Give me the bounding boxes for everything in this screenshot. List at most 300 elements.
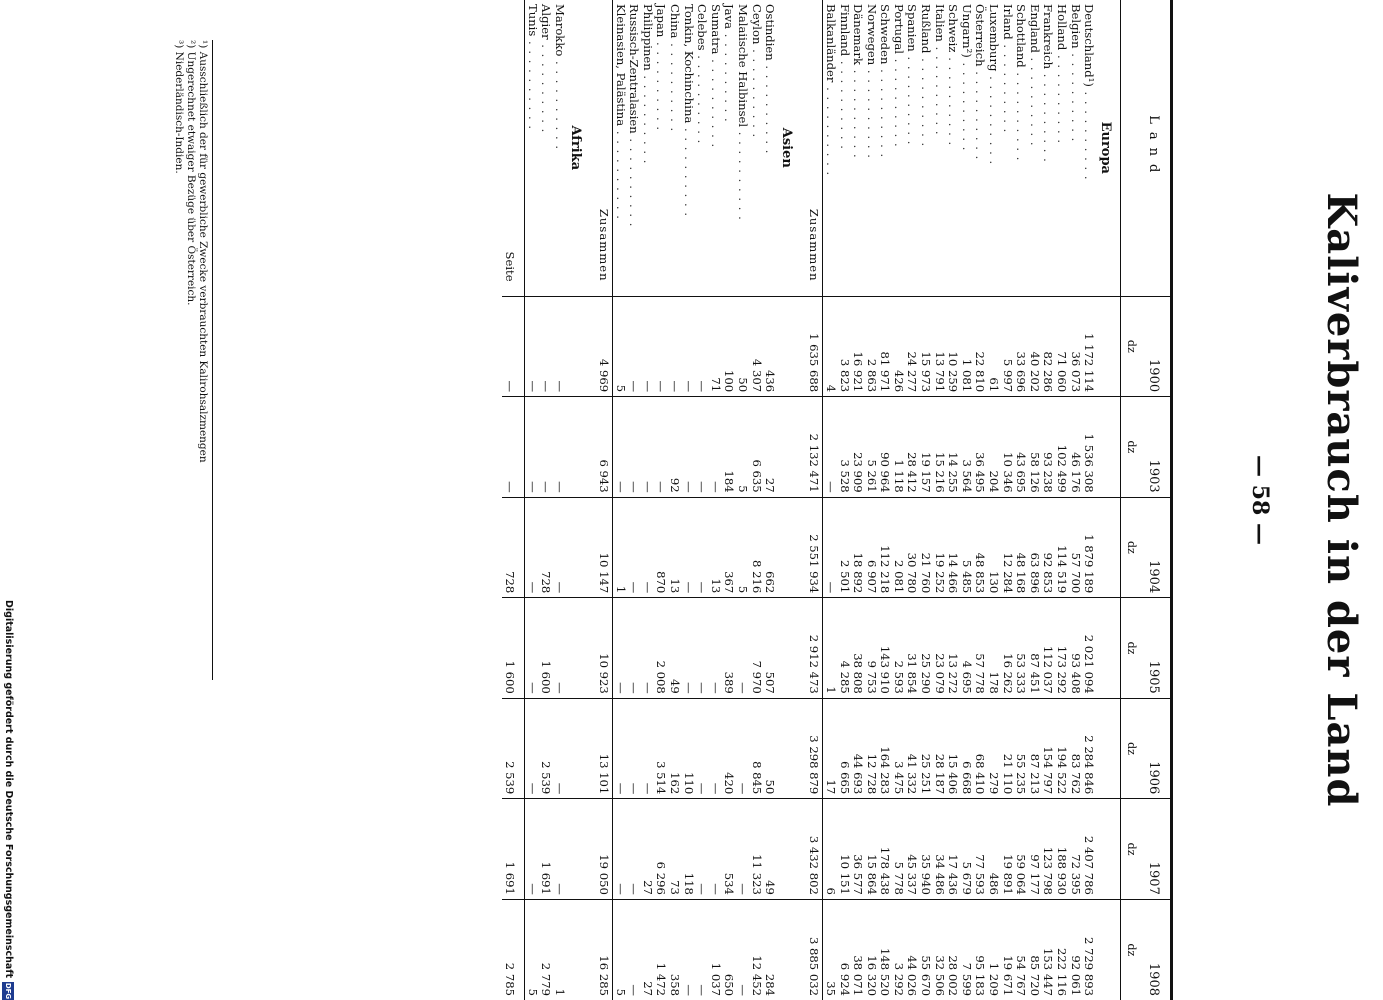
value-cell: 10 259 <box>946 296 960 397</box>
value-cell: 11 323 <box>749 799 763 900</box>
empty-cell <box>566 799 591 900</box>
footnote: ²) Ungerechnet etwaiger Bezüge über Österreich. <box>185 40 197 306</box>
statistics-table <box>502 0 1173 1000</box>
value-cell: 2 539 <box>539 698 553 799</box>
digitization-note <box>0 0 16 1000</box>
value-cell: 14 466 <box>946 497 960 598</box>
value-cell: 36 495 <box>973 397 987 498</box>
value-cell: 31 854 <box>905 598 919 699</box>
leader-dots: . . . . . . . . . . <box>946 52 961 147</box>
value-cell: 1 <box>823 598 837 699</box>
value-cell: 93 238 <box>1041 397 1055 498</box>
land-name: Philippinen <box>640 4 655 71</box>
land-cell <box>667 0 681 296</box>
value-cell: 3 528 <box>837 397 851 498</box>
total-label: Seite <box>502 0 524 296</box>
value-cell: 16 262 <box>1000 598 1014 699</box>
leader-dots: . . . . . . . . . . <box>722 29 737 123</box>
land-cell <box>749 0 763 296</box>
table-row <box>552 0 566 1000</box>
table-row <box>1027 0 1041 1000</box>
leader-dots: . . . . . . . . . . <box>1041 69 1056 163</box>
value-cell: 27 <box>763 397 777 498</box>
section-header-row <box>776 0 801 1000</box>
table-row <box>735 0 749 1000</box>
value-cell: 8 845 <box>749 698 763 799</box>
land-cell <box>973 0 987 296</box>
land-cell <box>695 0 709 296</box>
unit-spacer <box>1120 0 1138 296</box>
land-cell <box>1000 0 1014 296</box>
land-name: Finnland <box>837 4 852 57</box>
table-row <box>837 0 851 1000</box>
leader-dots: . . . . . . . . . . <box>695 50 710 145</box>
year-header: 1907 <box>1138 799 1171 900</box>
value-cell: — <box>640 296 654 397</box>
value-cell: — <box>695 296 709 397</box>
value-cell: 25 290 <box>919 598 933 699</box>
leader-dots: . . . . . . . . . . <box>1055 50 1070 145</box>
land-cell <box>878 0 892 296</box>
land-name: Holland <box>1055 4 1070 51</box>
value-cell: 662 <box>763 497 777 598</box>
value-cell: 1 691 <box>539 799 553 900</box>
value-cell: — <box>654 397 668 498</box>
total-row <box>801 0 823 1000</box>
table-row <box>763 0 777 1000</box>
empty-cell <box>776 497 801 598</box>
table-row <box>654 0 668 1000</box>
land-name: Ceylon <box>749 4 764 45</box>
value-cell: 3 564 <box>959 397 973 498</box>
value-cell: 164 283 <box>878 698 892 799</box>
value-cell: 1 600 <box>539 598 553 699</box>
value-cell: 10 346 <box>1000 397 1014 498</box>
value-cell: 102 499 <box>1054 397 1068 498</box>
value-cell: 3 823 <box>837 296 851 397</box>
total-value: 2 551 934 <box>801 497 823 598</box>
unit-label: dz <box>1120 698 1138 799</box>
value-cell: 16 921 <box>851 296 865 397</box>
land-cell <box>763 0 777 296</box>
value-cell: 1 472 <box>654 899 668 1000</box>
value-cell: 1 <box>613 497 627 598</box>
footnote: ³) Niederländisch-Indien. <box>173 40 185 174</box>
value-cell: 41 332 <box>905 698 919 799</box>
land-cell <box>613 0 627 296</box>
value-cell: 2 501 <box>837 497 851 598</box>
table-row <box>946 0 960 1000</box>
value-cell: 110 <box>681 698 695 799</box>
value-cell: 10 151 <box>837 799 851 900</box>
table-row <box>919 0 933 1000</box>
value-cell: 5 <box>735 497 749 598</box>
total-value: 728 <box>502 497 524 598</box>
value-cell: — <box>552 698 566 799</box>
value-cell: — <box>613 799 627 900</box>
land-cell <box>640 0 654 296</box>
value-cell: 17 436 <box>946 799 960 900</box>
table-row <box>864 0 878 1000</box>
leader-dots: . . . . . . . . . . <box>681 123 696 218</box>
total-value: 3 885 032 <box>801 899 823 1000</box>
value-cell: 2 779 <box>539 899 553 1000</box>
value-cell: 44 693 <box>851 698 865 799</box>
value-cell: — <box>627 698 641 799</box>
value-cell: — <box>552 799 566 900</box>
value-cell: 49 <box>763 799 777 900</box>
value-cell: 28 187 <box>932 698 946 799</box>
land-name: Ostindien <box>763 4 778 61</box>
value-cell: 114 519 <box>1054 497 1068 598</box>
value-cell: — <box>681 497 695 598</box>
value-cell: — <box>552 598 566 699</box>
land-cell <box>851 0 865 296</box>
year-header: 1905 <box>1138 598 1171 699</box>
table-row <box>627 0 641 1000</box>
value-cell: — <box>627 598 641 699</box>
leader-dots: . . . . . . . . . . <box>640 70 655 165</box>
total-value: 13 101 <box>590 698 612 799</box>
table-row <box>1000 0 1014 1000</box>
value-cell: 5 485 <box>959 497 973 598</box>
leader-dots: . . . . . . . . . . <box>708 54 723 149</box>
value-cell: 2 284 846 <box>1082 698 1096 799</box>
table-row <box>973 0 987 1000</box>
table-row <box>667 0 681 1000</box>
value-cell: 426 <box>891 296 905 397</box>
table-row <box>905 0 919 1000</box>
leader-dots: . . . . . . . . . . <box>539 39 554 134</box>
value-cell: — <box>525 296 539 397</box>
value-cell: 178 <box>986 598 1000 699</box>
land-cell <box>681 0 695 296</box>
total-value: 16 285 <box>590 899 612 1000</box>
digitization-text: Digitalisierung gefördert durch die Deutsche Forschungsgemeinschaft <box>3 600 14 978</box>
value-cell: 5 <box>735 397 749 498</box>
land-cell <box>525 0 539 296</box>
value-cell: — <box>735 799 749 900</box>
value-cell: 58 126 <box>1027 397 1041 498</box>
value-cell: — <box>695 397 709 498</box>
land-name: Tonkin, Kochinchina <box>681 4 696 124</box>
value-cell: 507 <box>763 598 777 699</box>
value-cell: 87 213 <box>1027 698 1041 799</box>
value-cell: 436 <box>763 296 777 397</box>
value-cell: 178 438 <box>878 799 892 900</box>
value-cell: 153 447 <box>1041 899 1055 1000</box>
value-cell: 143 910 <box>878 598 892 699</box>
value-cell: 5 <box>613 296 627 397</box>
value-cell: 3 292 <box>891 899 905 1000</box>
land-name: Tunis <box>525 4 540 37</box>
land-cell <box>735 0 749 296</box>
land-cell <box>946 0 960 296</box>
value-cell: 48 853 <box>973 497 987 598</box>
total-value: 3 298 879 <box>801 698 823 799</box>
value-cell: 33 696 <box>1014 296 1028 397</box>
value-cell: — <box>695 598 709 699</box>
leader-dots: . . . . . . . . . . <box>749 44 764 139</box>
year-header: 1904 <box>1138 497 1171 598</box>
table-row <box>1014 0 1028 1000</box>
value-cell: 9 753 <box>864 598 878 699</box>
value-cell: 21 110 <box>1000 698 1014 799</box>
table-row <box>708 0 722 1000</box>
value-cell: 1 209 <box>986 899 1000 1000</box>
empty-cell <box>566 899 591 1000</box>
land-cell <box>837 0 851 296</box>
land-name: Marokko <box>552 4 567 57</box>
land-name: Rußland <box>919 4 934 54</box>
land-name: Japan <box>654 4 669 38</box>
value-cell: 534 <box>722 799 736 900</box>
value-cell: 358 <box>667 899 681 1000</box>
section-title: Asien <box>778 127 794 168</box>
empty-cell <box>1095 698 1120 799</box>
value-cell: 28 002 <box>946 899 960 1000</box>
value-cell: 4 307 <box>749 296 763 397</box>
value-cell: — <box>552 397 566 498</box>
value-cell: 15 406 <box>946 698 960 799</box>
value-cell: 870 <box>654 497 668 598</box>
land-name: Italien <box>932 4 947 42</box>
land-cell <box>654 0 668 296</box>
value-cell: 72 395 <box>1068 799 1082 900</box>
land-name: Russisch-Zentralasien <box>627 4 642 134</box>
value-cell: 36 577 <box>851 799 865 900</box>
table-row <box>1054 0 1068 1000</box>
value-cell: 18 892 <box>851 497 865 598</box>
value-cell: 5 <box>525 899 539 1000</box>
value-cell: 48 168 <box>1014 497 1028 598</box>
value-cell: 19 671 <box>1000 899 1014 1000</box>
land-name: Sumatra <box>708 4 723 55</box>
value-cell: — <box>627 799 641 900</box>
value-cell: — <box>695 698 709 799</box>
land-name: Algier <box>539 4 554 40</box>
value-cell: 188 930 <box>1054 799 1068 900</box>
value-cell: 19 157 <box>919 397 933 498</box>
value-cell: 184 <box>722 397 736 498</box>
value-cell: — <box>640 397 654 498</box>
land-name: Schweiz <box>946 4 961 53</box>
value-cell: 100 <box>722 296 736 397</box>
leader-dots: . . . . . . . . . . <box>1027 52 1042 147</box>
leader-dots: . . . . . . . . . . <box>735 127 750 221</box>
empty-cell <box>776 397 801 498</box>
leader-dots: . . . . . . . . . . <box>864 65 879 159</box>
total-value: 1 635 688 <box>801 296 823 397</box>
value-cell: 32 506 <box>932 899 946 1000</box>
total-value: 2 132 471 <box>801 397 823 498</box>
value-cell: 2 021 094 <box>1082 598 1096 699</box>
empty-cell <box>566 296 591 397</box>
value-cell: 21 760 <box>919 497 933 598</box>
value-cell: 650 <box>722 899 736 1000</box>
unit-label: dz <box>1120 497 1138 598</box>
land-name: Java <box>722 4 737 30</box>
empty-cell <box>566 397 591 498</box>
land-name: Malaiische Halbinsel <box>735 4 750 128</box>
value-cell: 28 412 <box>905 397 919 498</box>
value-cell: 112 218 <box>878 497 892 598</box>
value-cell: 12 452 <box>749 899 763 1000</box>
value-cell: 43 695 <box>1014 397 1028 498</box>
leader-dots: . . . . . . . . . . <box>837 56 852 150</box>
value-cell: 2 407 786 <box>1082 799 1096 900</box>
empty-cell <box>776 698 801 799</box>
total-value: — <box>502 296 524 397</box>
land-name: Schweden <box>878 4 893 65</box>
value-cell: — <box>681 296 695 397</box>
value-cell: 15 216 <box>932 397 946 498</box>
leader-dots: . . . . . . . . . . <box>919 53 934 148</box>
table-row <box>749 0 763 1000</box>
value-cell: 13 <box>708 497 722 598</box>
value-cell: — <box>613 598 627 699</box>
value-cell: 420 <box>722 698 736 799</box>
value-cell: 36 073 <box>1068 296 1082 397</box>
leader-dots: . . . . . . . . . . <box>613 126 628 220</box>
value-cell: 93 408 <box>1068 598 1082 699</box>
land-cell <box>864 0 878 296</box>
table-row <box>1082 0 1096 1000</box>
value-cell: 2 008 <box>654 598 668 699</box>
empty-cell <box>776 899 801 1000</box>
value-cell: 284 <box>763 899 777 1000</box>
value-cell: 14 255 <box>946 397 960 498</box>
value-cell: 6 668 <box>959 698 973 799</box>
empty-cell <box>1095 497 1120 598</box>
value-cell: 38 808 <box>851 598 865 699</box>
value-cell: 486 <box>986 799 1000 900</box>
value-cell: 5 679 <box>959 799 973 900</box>
table-row <box>878 0 892 1000</box>
value-cell: 16 320 <box>864 899 878 1000</box>
value-cell: 57 700 <box>1068 497 1082 598</box>
value-cell: 17 <box>823 698 837 799</box>
page-title: Kaliverbrauch in der Land <box>1318 192 1365 808</box>
unit-label: dz <box>1120 899 1138 1000</box>
land-cell <box>919 0 933 296</box>
value-cell: 54 767 <box>1014 899 1028 1000</box>
value-cell: — <box>695 799 709 900</box>
value-cell: 2 863 <box>864 296 878 397</box>
value-cell: 1 037 <box>708 899 722 1000</box>
page-sum-row <box>502 0 524 1000</box>
value-cell: 367 <box>722 497 736 598</box>
table-row <box>891 0 905 1000</box>
land-cell <box>1054 0 1068 296</box>
value-cell: 45 337 <box>905 799 919 900</box>
value-cell: 4 <box>823 296 837 397</box>
value-cell: 23 909 <box>851 397 865 498</box>
leader-dots: . . . . . . . . . . <box>1068 48 1083 143</box>
land-name: Norwegen <box>864 4 879 66</box>
value-cell: 27 <box>640 799 654 900</box>
year-header: 1900 <box>1138 296 1171 397</box>
value-cell: 46 176 <box>1068 397 1082 498</box>
value-cell: 50 <box>735 296 749 397</box>
value-cell: — <box>627 296 641 397</box>
value-cell: 35 <box>823 899 837 1000</box>
table-row <box>539 0 553 1000</box>
year-header: 1908 <box>1138 899 1171 1000</box>
value-cell: — <box>640 497 654 598</box>
total-label: Zusammen <box>801 0 823 296</box>
value-cell: 92 061 <box>1068 899 1082 1000</box>
land-cell <box>708 0 722 296</box>
value-cell: 81 971 <box>878 296 892 397</box>
section-title: Europa <box>1097 121 1113 174</box>
value-cell: 57 778 <box>973 598 987 699</box>
empty-cell <box>566 497 591 598</box>
land-name: Luxemburg <box>987 4 1002 72</box>
value-cell: 49 <box>667 598 681 699</box>
value-cell: 63 896 <box>1027 497 1041 598</box>
land-name: Portugal <box>891 4 906 55</box>
land-cell <box>1082 0 1096 296</box>
value-cell: 194 522 <box>1054 698 1068 799</box>
value-cell: 87 451 <box>1027 598 1041 699</box>
value-cell: 83 762 <box>1068 698 1082 799</box>
value-cell: 61 <box>986 296 1000 397</box>
value-cell: 5 778 <box>891 799 905 900</box>
land-name: Schottland <box>1014 4 1029 68</box>
leader-dots: . . . . . . . . . . <box>891 54 906 148</box>
empty-cell <box>776 799 801 900</box>
value-cell: 24 277 <box>905 296 919 397</box>
unit-label: dz <box>1120 799 1138 900</box>
leader-dots: . . . . . . . . . . <box>1014 67 1029 162</box>
value-cell: 30 780 <box>905 497 919 598</box>
value-cell: 73 <box>667 799 681 900</box>
land-cell <box>986 0 1000 296</box>
leader-dots: . . . . . . . . . . <box>905 51 920 146</box>
value-cell: — <box>823 497 837 598</box>
table-row <box>695 0 709 1000</box>
value-cell: 389 <box>722 598 736 699</box>
empty-cell <box>566 598 591 699</box>
value-cell: 6 665 <box>837 698 851 799</box>
value-cell: — <box>525 799 539 900</box>
leader-dots: . . . . . . . . . . <box>987 71 1002 166</box>
value-cell: 90 964 <box>878 397 892 498</box>
value-cell: 38 071 <box>851 899 865 1000</box>
value-cell: 1 081 <box>959 296 973 397</box>
value-cell: 15 973 <box>919 296 933 397</box>
value-cell: 5 261 <box>864 397 878 498</box>
value-cell: 13 272 <box>946 598 960 699</box>
value-cell: 162 <box>667 698 681 799</box>
value-cell: 55 235 <box>1014 698 1028 799</box>
value-cell: 222 116 <box>1054 899 1068 1000</box>
land-name: Irland <box>1000 4 1015 40</box>
value-cell: 728 <box>539 497 553 598</box>
value-cell: — <box>681 899 695 1000</box>
value-cell: — <box>708 799 722 900</box>
empty-cell <box>776 598 801 699</box>
land-column-header: Land <box>1138 0 1171 296</box>
land-name: Spanien <box>905 4 920 52</box>
value-cell: 1 536 308 <box>1082 397 1096 498</box>
value-cell: — <box>735 698 749 799</box>
land-cell <box>552 0 566 296</box>
value-cell: — <box>708 397 722 498</box>
leader-dots: . . . . . . . . . . <box>525 36 540 131</box>
value-cell: 44 026 <box>905 899 919 1000</box>
